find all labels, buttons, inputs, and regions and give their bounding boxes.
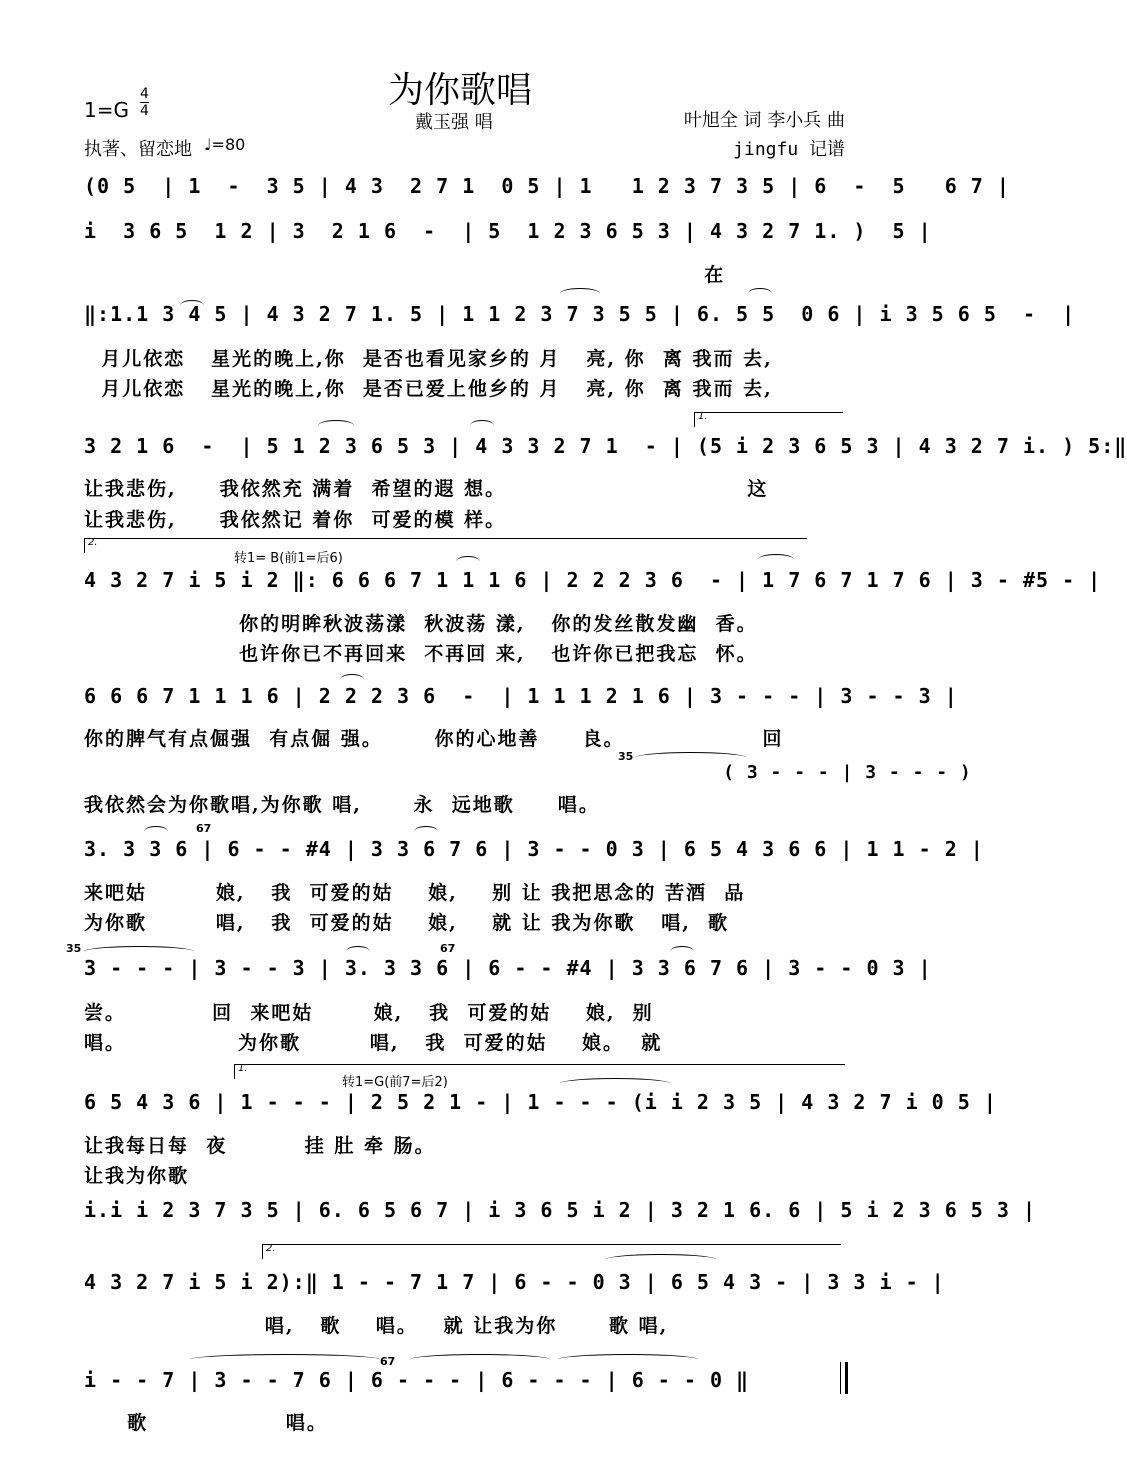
slur-mark (758, 554, 794, 565)
composer-credit: 叶旭全 词 李小兵 曲 (683, 110, 845, 131)
staff-line-1: (0 5 | 1 - 3 5 | 4 3 2 7 1 0 5 | 1 1 2 3 7 3 5 | 6 - 5 6 7 | (84, 174, 1010, 198)
staff-line-13: i - - 7 | 3 - - 7 6 | 6 - - - | 6 - - - | 6 - - 0 ‖ (84, 1368, 750, 1392)
meter-top: 4 (140, 86, 149, 102)
notator-credit: jingfu 记谱 (733, 139, 845, 160)
slur-mark (318, 420, 354, 431)
lyric-line-8-verse-2: 为你歌 唱, 我 可爱的姑 娘, 就 让 我为你歌 唱, 歌 (84, 912, 730, 934)
modulation-marking-b: 转1= B(前1=后6) (234, 551, 343, 566)
staff-line-2: i 3 6 5 1 2 | 3 2 1 6 - | 5 1 2 3 6 5 3 | 4 3 2 7 1. ) 5 | (84, 219, 932, 243)
tempo-marking: ♩=80 (204, 135, 246, 154)
meter-bottom: 4 (140, 103, 149, 119)
time-signature (140, 86, 149, 119)
volta-label: 2. (266, 1243, 276, 1254)
slur-mark (190, 1354, 380, 1365)
first-ending-bracket (234, 1064, 845, 1079)
slur-mark (340, 674, 364, 685)
slur-mark (456, 556, 480, 567)
slur-mark (84, 946, 194, 957)
second-ending-bracket (262, 1244, 841, 1259)
lyric-line-10-verse-1: 让我每日每 夜 挂 肚 牵 肠。 (84, 1135, 436, 1157)
lyric-line-5-verse-2: 也许你已不再回来 不再回 来, 也许你已把我忘 怀。 (84, 643, 758, 665)
staff-line-7: ( 3 - - - | 3 - - - ) (84, 762, 972, 783)
staff-line-8: 3. 3 3 6 | 6 - - #4 | 3 3 6 7 6 | 3 - - 0 3 | 6 5 4 3 6 6 | 1 1 - 2 | (84, 837, 984, 861)
staff-line-4: 3 2 1 6 - | 5 1 2 3 6 5 3 | 4 3 3 2 7 1 - | (5 i 2 3 6 5 3 | 4 3 2 7 i. ) 5:‖ (84, 434, 1127, 458)
slur-mark (470, 420, 494, 431)
singer-credit: 戴玉强 唱 (415, 112, 493, 133)
slur-mark (144, 826, 168, 837)
lyric-line-6: 你的脾气有点倔强 有点倔 强。 你的心地善 良。 回 (84, 728, 784, 750)
lyric-line-2: 在 (84, 264, 726, 286)
slur-mark (636, 752, 746, 763)
staff-line-12: 4 3 2 7 i 5 i 2):‖ 1 - - 7 1 7 | 6 - - 0 3 | 6 5 4 3 - | 3 3 i - | (84, 1270, 945, 1294)
song-title: 为你歌唱 (387, 70, 532, 111)
grace-note: 67 (196, 822, 212, 835)
grace-note: 67 (440, 942, 456, 955)
lyric-line-8-verse-1: 来吧姑 娘, 我 可爱的姑 娘, 别 让 我把思念的 苦酒 品 (84, 882, 746, 904)
first-ending-bracket (694, 412, 843, 427)
expression-marking: 执著、留恋地 (84, 139, 192, 160)
lyric-line-4-verse-1: 让我悲伤, 我依然充 满着 希望的遐 想。 这 (84, 478, 769, 500)
lyric-line-7: 我依然会为你歌唱,为你歌 唱, 永 远地歌 唱。 (84, 794, 600, 816)
staff-line-10: 6 5 4 3 6 | 1 - - - | 2 5 2 1 - | 1 - - - (i i 2 3 5 | 4 3 2 7 i 0 5 | (84, 1090, 997, 1114)
slur-mark (560, 288, 600, 299)
key-signature: 1=G (84, 98, 129, 122)
lyric-line-3-verse-2: 月儿依恋 星光的晚上,你 是否已爱上他乡的 月 亮, 你 离 我而 去, (84, 378, 773, 400)
modulation-marking-g: 转1=G(前7=后2) (342, 1075, 448, 1090)
slur-mark (748, 288, 772, 299)
staff-line-5: 4 3 2 7 i 5 i 2 ‖: 6 6 6 7 1 1 1 6 | 2 2 2 3 6 - | 1 7 6 7 1 7 6 | 3 - #5 - | (84, 568, 1102, 592)
grace-note: 67 (380, 1355, 396, 1368)
staff-line-3: ‖:1.1 3 4 5 | 4 3 2 7 1. 5 | 1 1 2 3 7 3 5 5 | 6. 5 5 0 6 | i 3 5 6 5 - | (84, 302, 1076, 326)
slur-mark (410, 1354, 550, 1365)
grace-note: 35 (66, 942, 82, 955)
slur-mark (180, 300, 204, 311)
staff-line-9: 3 - - - | 3 - - 3 | 3. 3 3 6 | 6 - - #4 | 3 3 6 7 6 | 3 - - 0 3 | (84, 956, 932, 980)
lyric-line-5-verse-1: 你的明眸秋波荡漾 秋波荡 漾, 你的发丝散发幽 香。 (84, 613, 758, 635)
slur-mark (670, 946, 694, 957)
slur-mark (558, 1354, 698, 1365)
grace-note: 35 (618, 750, 634, 763)
slur-mark (560, 1078, 670, 1089)
lyric-line-12: 唱, 歌 唱。 就 让我为你 歌 唱, (84, 1315, 669, 1337)
lyric-line-13: 歌 唱。 (84, 1412, 328, 1434)
volta-label: 1. (238, 1063, 248, 1074)
volta-label: 2. (88, 537, 98, 548)
staff-line-11: i.i i 2 3 7 3 5 | 6. 6 5 6 7 | i 3 6 5 i 2 | 3 2 1 6. 6 | 5 i 2 3 6 5 3 | (84, 1198, 1036, 1222)
lyric-line-4-verse-2: 让我悲伤, 我依然记 着你 可爱的模 样。 (84, 509, 507, 531)
staff-line-6: 6 6 6 7 1 1 1 6 | 2 2 2 3 6 - | 1 1 1 2 1 6 | 3 - - - | 3 - - 3 | (84, 684, 958, 708)
lyric-line-9-verse-2: 唱。 为你歌 唱, 我 可爱的姑 娘。 就 (84, 1032, 663, 1054)
slur-mark (414, 826, 438, 837)
volta-label: 1. (698, 411, 708, 422)
second-ending-bracket (84, 538, 807, 553)
lyric-line-10-verse-2: 让我为你歌 (84, 1165, 190, 1187)
slur-mark (346, 946, 370, 957)
final-barline (840, 1362, 848, 1394)
slur-mark (606, 1254, 716, 1265)
lyric-line-9-verse-1: 尝。 回 来吧姑 娘, 我 可爱的姑 娘, 别 (84, 1002, 654, 1024)
lyric-line-3-verse-1: 月儿依恋 星光的晚上,你 是否也看见家乡的 月 亮, 你 离 我而 去, (84, 348, 773, 370)
